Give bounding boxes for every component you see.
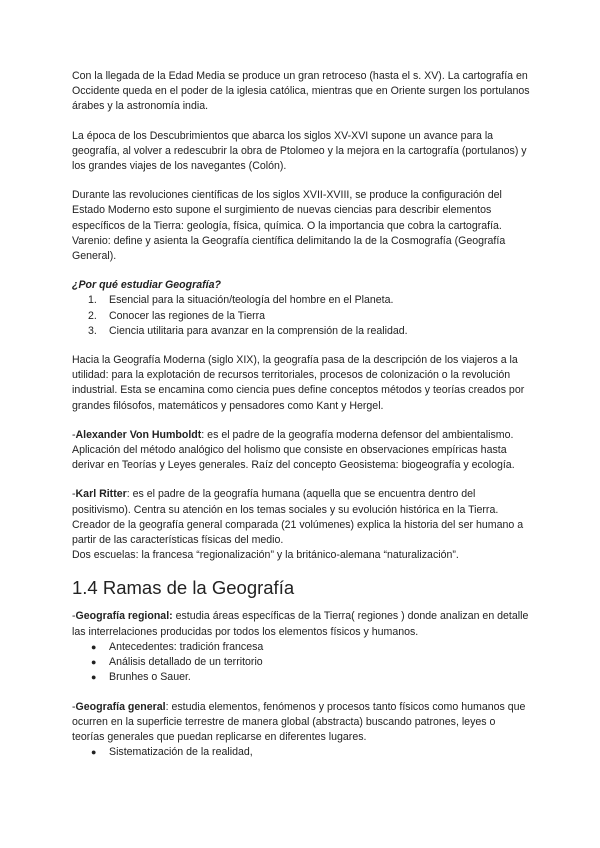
list-item-text: Conocer las regiones de la Tierra: [109, 309, 266, 322]
list-item: [72, 324, 530, 339]
dash: -: [72, 428, 76, 441]
humboldt-intro: [72, 428, 530, 443]
humboldt-name: Alexander Von Humboldt: [75, 428, 202, 441]
list-item-text: Antecedentes: tradición francesa: [109, 640, 264, 653]
section-title: 1.4 Ramas de la Geografía: [72, 577, 295, 599]
list-item: [72, 309, 530, 324]
regional-intro: [72, 609, 530, 639]
general-bullets: [72, 745, 530, 760]
regional-name: Geografía regional:: [75, 610, 173, 623]
regional-desc: estudia áreas específicas de la Tierra( regiones ) donde analizan en detalle las interrelaciones producidas por todos los elementos físicos y humanos.: [72, 610, 529, 638]
ritter-desc: : es el padre de la geografía humana (aquella que se encuentra dentro del positivismo). Centra su atención en los temas sociales y su evolución histórica en la Tierra. Creador de la geografía general comparada (21 volúmenes) explica la historia del ser humano a partir de las características físicas del medio.: [72, 488, 524, 547]
general-block: [72, 700, 530, 761]
list-item-text: Análisis detallado de un territorio: [109, 656, 263, 669]
ritter-extra: Dos escuelas: la francesa “regionalización” y la británico-alemana “naturalización”.: [72, 549, 459, 562]
list-item-text: Ciencia utilitaria para avanzar en la comprensión de la realidad.: [109, 324, 408, 337]
document-body: [72, 69, 530, 774]
dash: -: [72, 610, 76, 623]
list-item-text: Sistematización de la realidad,: [109, 746, 253, 759]
bullet-icon: ●: [91, 672, 97, 683]
regional-block: [72, 609, 530, 685]
bullet-icon: ●: [91, 657, 97, 668]
list-item: [72, 670, 530, 685]
paragraph-edad-media: Con la llegada de la Edad Media se produce un gran retroceso (hasta el s. XV). La cartografía en Occidente queda en el poder de la iglesia católica, mientras que en Oriente surgen los portulanos árabes y la astronomía india.: [72, 70, 530, 113]
humboldt-desc: : es el padre de la geografía moderna defensor del ambientalismo.: [201, 428, 514, 441]
paragraph-revoluciones: Durante las revoluciones científicas de los siglos XVII-XVIII, se produce la configuración del Estado Moderno esto supone el surgimiento de nuevas ciencias para describir elementos específicos de la Tierra: geología, física, química. O la importancia que cobra la cartografía. Varenio: define y asienta la Geografía científica delimitando la de la Cosmografía (Geografía General).: [72, 189, 506, 263]
bullet-icon: ●: [91, 747, 97, 758]
ritter-name: Karl Ritter: [75, 488, 127, 501]
general-desc: : estudia elementos, fenómenos y procesos tanto físicos como humanos que ocurren en la superficie terrestre de manera global (abstracta) buscando patrones, leyes o teorías generales que puedan replicarse en diferentes lugares.: [72, 700, 526, 743]
general-intro: [72, 700, 530, 746]
humboldt-extra: Aplicación del método analógico del holismo que consiste en observaciones empíricas hasta derivar en Teorías y Leyes generales. Raíz del concepto Geosistema: biogeografía y ecología.: [72, 444, 515, 472]
bullet-icon: ●: [91, 641, 97, 652]
dash: -: [72, 700, 76, 713]
list-item: [72, 293, 530, 308]
dash: -: [72, 488, 76, 501]
humboldt-block: [72, 428, 530, 474]
regional-bullets: [72, 640, 530, 686]
general-name: Geografía general: [75, 700, 166, 713]
list-number: 2.: [88, 309, 97, 322]
paragraph-descubrimientos: La época de los Descubrimientos que abarca los siglos XV-XVI supone un avance para la geografía, al volver a redescubrir la obra de Ptolomeo y la mejora en la cartografía (portulanos) y los grandes viajes de los navegantes (Colón).: [72, 129, 527, 173]
paragraph-geografia-moderna: Hacia la Geografía Moderna (siglo XIX), la geografía pasa de la descripción de los viajeros a la utilidad: para la explotación de recursos territoriales, procesos de colonización o la revolución industrial. Esta se encamina como ciencia pues define conceptos métodos y teorías creados por grandes filósofos, matemáticos y pensadores como Kant y Hergel.: [72, 354, 525, 412]
ritter-block: [72, 487, 530, 563]
list-item: [72, 655, 530, 670]
list-item: [72, 640, 530, 655]
why-study-list: [72, 293, 530, 339]
list-item: [72, 745, 530, 760]
list-number: 1.: [88, 294, 97, 307]
why-study-heading: ¿Por qué estudiar Geografía?: [72, 279, 221, 292]
list-item-text: Esencial para la situación/teología del hombre en el Planeta.: [109, 294, 394, 307]
ritter-intro: [72, 487, 530, 548]
list-number: 3.: [88, 324, 97, 337]
list-item-text: Brunhes o Sauer.: [109, 671, 191, 684]
